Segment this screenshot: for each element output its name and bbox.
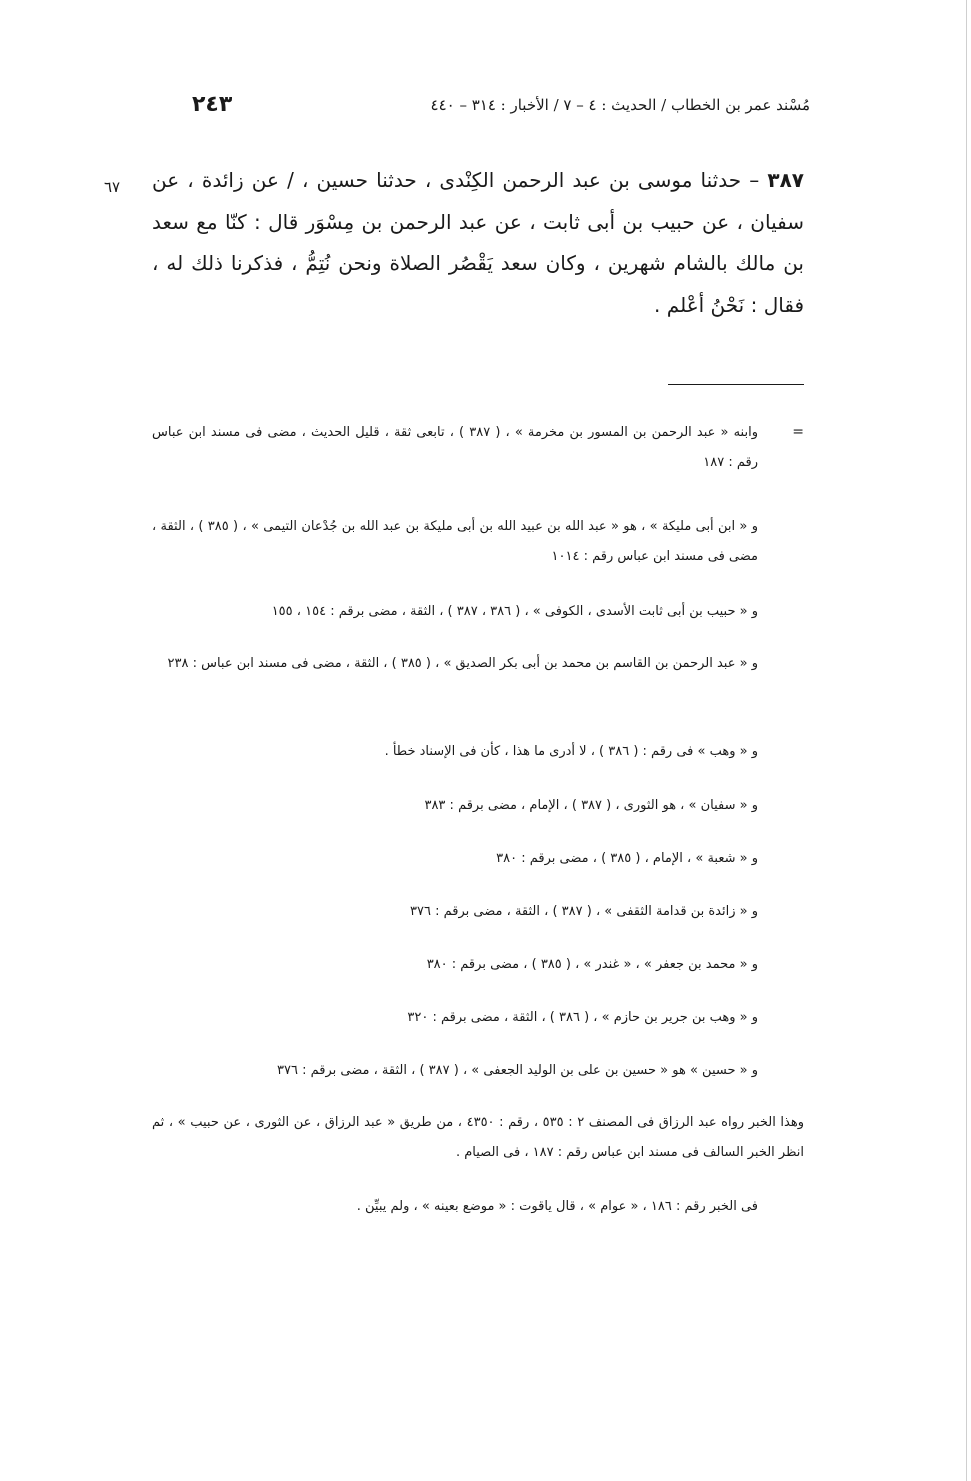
footnote: و « وهب بن جرير بن حازم » ، ( ٣٨٦ ) ، الثقة ، مضى برقم : ٣٢٠ xyxy=(407,1010,758,1025)
footnote: وابنه « عبد الرحمن بن المسور بن مخرمة » ، ( ٣٨٧ ) ، تابعى ثقة ، قليل الحديث ، مضى فى مسند ابن عباس رقم : ١٨٧ xyxy=(152,425,758,470)
footnote: و « عبد الرحمن بن القاسم بن محمد بن أبى بكر الصديق » ، ( ٣٨٥ ) ، الثقة ، مضى فى مسند ابن عباس : ٢٣٨ xyxy=(167,656,758,671)
footnote: و « سفيان » ، هو الثورى ، ( ٣٨٧ ) ، الإمام ، مضى برقم : ٣٨٣ xyxy=(424,798,758,813)
marginal-reference: ٦٧ xyxy=(104,178,121,196)
footnote: و « حبيب بن أبى ثابت الأسدى ، الكوفى » ، ( ٣٨٦ ، ٣٨٧ ) ، الثقة ، مضى برقم : ١٥٤ ، ١٥٥ xyxy=(271,604,758,619)
footnote: و « زائدة بن قدامة الثقفى » ، ( ٣٨٧ ) ، الثقة ، مضى برقم : ٣٧٦ xyxy=(410,904,758,919)
hadith-number: ٣٨٧ xyxy=(767,168,804,192)
footnote: و « شعبة » ، الإمام ، ( ٣٨٥ ) ، مضى برقم : ٣٨٠ xyxy=(496,851,758,866)
footnote: و « ابن أبى مليكة » ، هو « عبد الله بن عبيد الله بن أبى مليكة بن عبد الله بن جُدْعان التيمى » ، ( ٣٨٥ ) ، الثقة ، مضى فى مسند ابن عباس رقم : ١٠١٤ xyxy=(152,519,758,564)
footnotes xyxy=(152,0,804,1481)
footnote: فى الخبر رقم : ١٨٦ ، « عوام » ، قال ياقوت : « موضع بعينه » ، ولم يبيِّن . xyxy=(356,1199,758,1214)
footnote: و « محمد بن جعفر » ، « غندر » ، ( ٣٨٥ ) ، مضى برقم : ٣٨٠ xyxy=(426,957,758,972)
hadith-body: – حدثنا موسى بن عبد الرحمن الكِنْدى ، حدثنا حسين ، / عن زائدة ، عن سفيان ، عن حبيب بن أبى ثابت ، عن عبد الرحمن بن مِسْوَر قال : كنّا مع سعد بن مالك بالشام شهرين ، وكان سعد يَقْصُر الصلاة ونحن نُتِمُّ ، فذكرنا ذلك له ، فقال : نَحْنُ أعْلم . xyxy=(152,168,804,317)
footnote: و « حسين » هو « حسين بن على بن الوليد الجعفى » ، ( ٣٨٧ ) ، الثقة ، مضى برقم : ٣٧٦ xyxy=(277,1063,758,1078)
continuation-mark: = xyxy=(792,424,804,440)
page-number: ٢٤٣ xyxy=(192,92,233,117)
running-title: مُسْند عمر بن الخطاب / الحديث : ٤ – ٧ / الأخبار : ٣١٤ – ٤٤٠ xyxy=(430,96,810,114)
footnote: و « وهب » فى رقم : ( ٣٨٦ ) ، لا أدرى ما هذا ، كأن فى الإسناد خطأ . xyxy=(384,744,758,759)
footnote: وهذا الخبر رواه عبد الرزاق فى المصنف ٢ : ٥٣٥ ، رقم : ٤٣٥٠ ، من طريق « عبد الرزاق ، عن الثورى ، عن حبيب » ، ثم انظر الخبر السالف فى مسند ابن عباس رقم : ١٨٧ ، فى الصيام . xyxy=(152,1115,804,1160)
scan-edge-line xyxy=(966,0,967,1481)
